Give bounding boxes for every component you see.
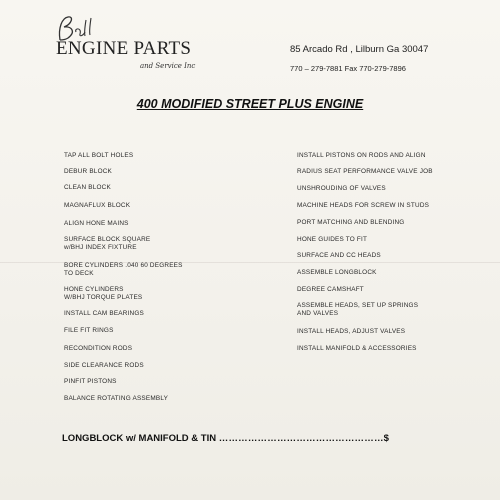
service-item: SURFACE AND CC HEADS	[297, 252, 381, 259]
service-item: PINFIT PISTONS	[64, 378, 117, 385]
document-title-text: 400 MODIFIED STREET PLUS ENGINE	[136, 97, 364, 111]
price-line-label: LONGBLOCK w/ MANIFOLD & TIN	[62, 433, 219, 444]
service-item: HONE CYLINDERS W/BHJ TORQUE PLATES	[64, 286, 143, 301]
company-tagline: and Service Inc	[140, 62, 196, 70]
service-item: PORT MATCHING AND BLENDING	[297, 219, 405, 226]
service-item: TAP ALL BOLT HOLES	[64, 152, 134, 159]
service-item: BORE CYLINDERS .040 60 DEGREES TO DECK	[64, 262, 183, 277]
service-item: MAGNAFLUX BLOCK	[64, 202, 131, 209]
service-item: INSTALL MANIFOLD & ACCESSORIES	[297, 345, 417, 352]
document-title	[0, 95, 500, 113]
price-line	[62, 433, 389, 444]
price-line-leader: ……………………………………………$	[218, 433, 390, 444]
service-item: MACHINE HEADS FOR SCREW IN STUDS	[297, 202, 430, 209]
service-item: CLEAN BLOCK	[64, 184, 111, 191]
service-item: RADIUS SEAT PERFORMANCE VALVE JOB	[297, 168, 433, 175]
company-address: 85 Arcado Rd , Lilburn Ga 30047	[290, 44, 429, 55]
service-item: ASSEMBLE HEADS, SET UP SPRINGS AND VALVES	[297, 302, 419, 317]
service-item: RECONDITION RODS	[64, 345, 133, 352]
service-item: INSTALL HEADS, ADJUST VALVES	[297, 328, 406, 335]
company-name: ENGINE PARTS	[56, 38, 192, 59]
service-item: INSTALL PISTONS ON RODS AND ALIGN	[297, 152, 426, 159]
service-item: INSTALL CAM BEARINGS	[64, 310, 144, 317]
service-item: FILE FIT RINGS	[64, 327, 114, 334]
service-item: DEBUR BLOCK	[64, 168, 113, 175]
service-item: UNSHROUDING OF VALVES	[297, 185, 386, 192]
service-item: ASSEMBLE LONGBLOCK	[297, 269, 377, 276]
service-item: HONE GUIDES TO FIT	[297, 236, 368, 243]
service-item: SURFACE BLOCK SQUARE w/BHJ INDEX FIXTURE	[64, 236, 151, 251]
service-item: BALANCE ROTATING ASSEMBLY	[64, 395, 169, 402]
service-item: SIDE CLEARANCE RODS	[64, 362, 144, 369]
service-item: ALIGN HONE MAINS	[64, 220, 129, 227]
service-item: DEGREE CAMSHAFT	[297, 286, 364, 293]
company-phones: 770 – 279-7881 Fax 770-279-7896	[290, 64, 406, 73]
